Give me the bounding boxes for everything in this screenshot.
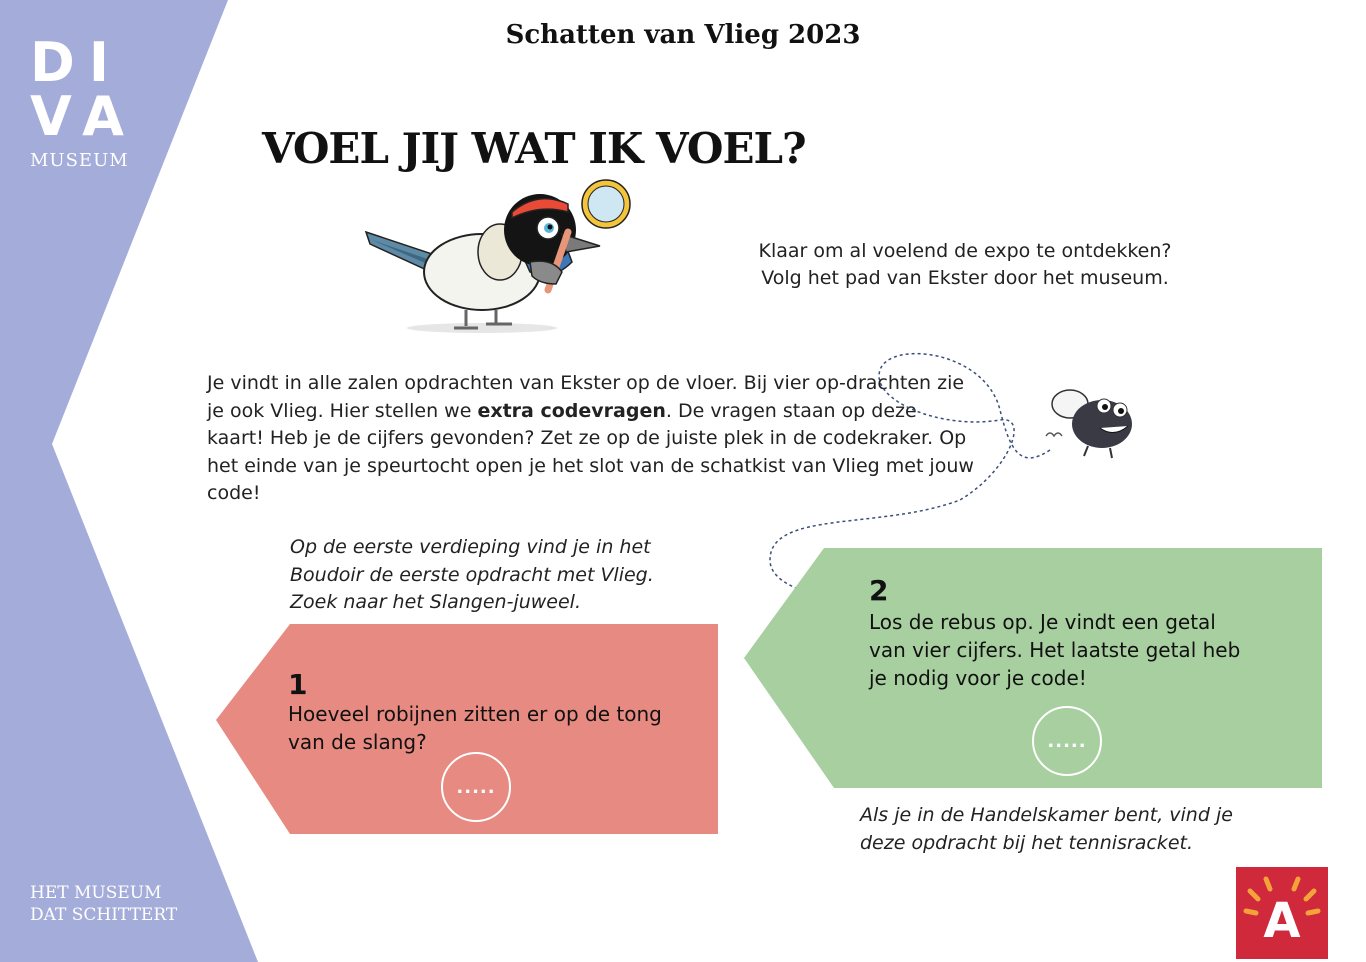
- instructions-text-end: . De vragen staan op deze kaart! Heb je de cijfers gevonden? Zet ze op de juiste plek in de codekraker. Op het einde van je speurtocht open je het slot van de schatkist van Vlieg met jouw code!: [207, 399, 974, 504]
- card1-line1: Hoeveel robijnen zitten er op de tong: [288, 702, 662, 726]
- hint-card-2: [860, 802, 1310, 857]
- card1-number: 1: [288, 668, 308, 701]
- question-card-1: [216, 624, 718, 834]
- headline: VOEL JIJ WAT IK VOEL?: [262, 124, 806, 173]
- hint1-line1: Op de eerste verdieping vind je in het: [290, 536, 651, 558]
- card2-number: 2: [869, 574, 889, 607]
- antwerp-logo-letter: A: [1263, 893, 1301, 949]
- fly-icon: [1040, 380, 1140, 460]
- document-title: Schatten van Vlieg 2023: [505, 20, 861, 50]
- card1-line2: van de slang?: [288, 730, 427, 754]
- hint1-line3: Zoek naar het Slangen-juweel.: [290, 591, 582, 613]
- logo-letters-bottom: VA: [30, 85, 138, 148]
- intro-line2: Volg het pad van Ekster door het museum.: [761, 267, 1169, 289]
- card2-line2: van vier cijfers. Het laatste getal heb: [869, 638, 1241, 662]
- intro-text: [700, 238, 1230, 292]
- magpie-icon: [362, 172, 642, 342]
- logo-museum-text: MUSEUM: [30, 150, 129, 171]
- tagline-line1: HET MUSEUM: [30, 883, 162, 903]
- card1-question: [288, 700, 708, 756]
- card2-line1: Los de rebus op. Je vindt een getal: [869, 610, 1216, 634]
- card2-line3: je nodig voor je code!: [869, 666, 1087, 690]
- hint1-line2: Boudoir de eerste opdracht met Vlieg.: [290, 563, 654, 586]
- card1-answer-circle[interactable]: .....: [441, 752, 511, 822]
- instructions-bold: extra codevragen: [477, 399, 666, 422]
- tagline: [30, 882, 177, 926]
- hint-card-1: [290, 534, 730, 617]
- instructions-text-start: Je vindt in alle zalen opdrachten van Ekster op de vloer. Bij vier op-drachten zie je ook Vlieg. Hier stellen we: [207, 372, 965, 422]
- card2-question: [869, 608, 1309, 692]
- hint2-line2: deze opdracht bij het tennisracket.: [860, 831, 1193, 854]
- card2-answer-circle[interactable]: .....: [1032, 706, 1102, 776]
- question-card-2: [744, 548, 1322, 788]
- logo-letters-top: DI: [30, 31, 123, 94]
- diva-logo: [30, 31, 140, 171]
- antwerp-logo-icon: [1236, 867, 1328, 959]
- intro-line1: Klaar om al voelend de expo te ontdekken?: [758, 240, 1172, 262]
- hint2-line1: Als je in de Handelskamer bent, vind je: [860, 804, 1233, 826]
- tagline-line2: DAT SCHITTERT: [30, 905, 178, 925]
